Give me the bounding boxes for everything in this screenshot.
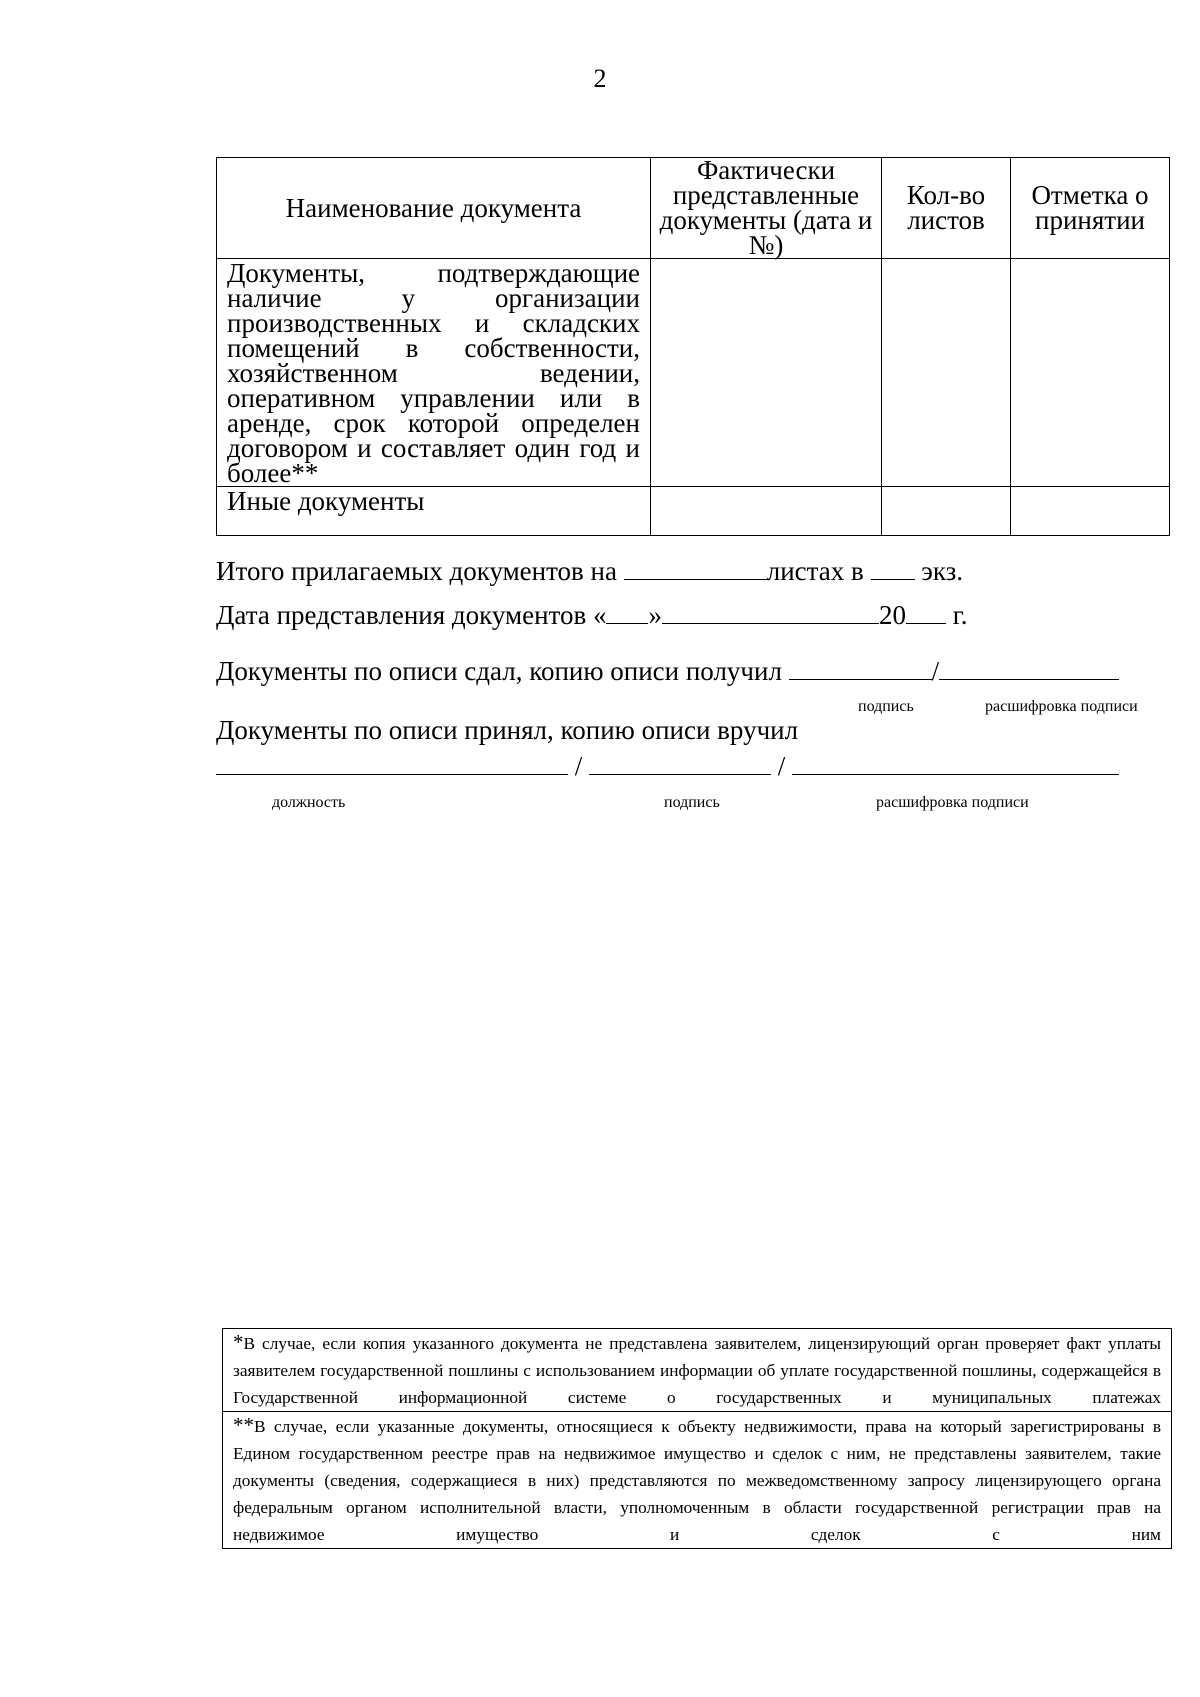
table-row	[217, 487, 1170, 536]
date-day-blank[interactable]	[606, 597, 648, 624]
acceptance-mark-cell[interactable]	[1011, 487, 1170, 536]
signature-decoding-caption: расшифровка подписи	[985, 698, 1138, 715]
handed-over-signature-blank[interactable]	[789, 653, 932, 680]
table-header-row	[217, 158, 1170, 259]
footnote-mark: **	[233, 1413, 254, 1437]
date-month-blank[interactable]	[662, 597, 879, 624]
total-sheets-label: листах в	[766, 556, 864, 586]
copies-blank[interactable]	[871, 553, 915, 580]
footnote-text: В случае, если указанные документы, относящиеся к объекту недвижимости, права на который зарегистрированы в Едином государственном реестре прав на недвижимое имущество и сделок с ним, не представлены заявителем, такие документы (сведения, содержащиеся в них) представляются по межведомственному запросу лицензирующего органа федеральным органом исполнительной власти, уполномоченным в области государственной регистрации прав на недвижимое имущество и сделок с ним	[233, 1417, 1161, 1544]
accepted-line	[216, 715, 798, 746]
submitted-documents-cell[interactable]	[651, 259, 882, 487]
header-acceptance-mark: Отметка о принятии	[1011, 158, 1170, 259]
footnotes-box	[222, 1328, 1172, 1549]
handed-over-label: Документы по описи сдал, копию описи получил	[216, 656, 782, 686]
table-row	[217, 259, 1170, 487]
date-year-prefix: 20	[878, 600, 906, 630]
total-documents-label: Итого прилагаемых документов на	[216, 556, 617, 586]
document-name-cell	[217, 259, 651, 487]
submitted-documents-cell[interactable]	[651, 487, 882, 536]
acceptor-fields-line	[216, 748, 1119, 782]
footnote-2	[223, 1411, 1171, 1548]
position-caption: должность	[272, 794, 346, 811]
date-year-suffix: г.	[952, 600, 968, 630]
acceptor-position-blank[interactable]	[216, 748, 568, 775]
sheet-count-cell[interactable]	[882, 259, 1011, 487]
document-name: Иные документы	[227, 486, 425, 516]
handed-over-line	[216, 653, 1119, 687]
sheet-count-cell[interactable]	[882, 487, 1011, 536]
header-submitted-documents: Фактически представленные документы (дата и №)	[651, 158, 882, 259]
signature-caption: подпись	[858, 698, 914, 715]
header-sheet-count: Кол-во листов	[882, 158, 1011, 259]
page-number: 2	[593, 64, 607, 93]
submission-date-line	[216, 597, 968, 631]
total-documents-line	[216, 553, 963, 587]
slash-separator: /	[777, 751, 786, 781]
footnote-text: В случае, если копия указанного документа не представлена заявителем, лицензирующий орган проверяет факт уплаты заявителем государственной пошлины с использованием информации об уплате государственной пошлины, содержащейся в Государственной информационной системе о государственных и муниципальных платежах	[233, 1334, 1161, 1407]
document-name: Документы, подтверждающие наличие у организации производственных и складских помещений в собственности, хозяйственном ведении, оперативном управлении или в аренде, срок которой определен договором и составляет один год и более**	[227, 258, 640, 488]
document-name-cell	[217, 487, 651, 536]
copies-label: экз.	[921, 556, 964, 586]
header-document-name: Наименование документа	[217, 158, 651, 259]
total-sheets-blank[interactable]	[624, 553, 767, 580]
date-year-blank[interactable]	[906, 597, 946, 624]
date-quote-close: »	[648, 600, 662, 630]
acceptor-signature-blank[interactable]	[589, 748, 771, 775]
acceptor-decoding-blank[interactable]	[792, 748, 1119, 775]
acceptance-mark-cell[interactable]	[1011, 259, 1170, 487]
signature-caption-2: подпись	[664, 794, 720, 811]
footnote-1	[223, 1329, 1171, 1411]
accepted-label: Документы по описи принял, копию описи вручил	[216, 715, 799, 745]
footnote-mark: *	[233, 1330, 244, 1354]
document-inventory-table	[216, 157, 1170, 536]
signature-decoding-caption-2: расшифровка подписи	[876, 794, 1029, 811]
slash-separator: /	[574, 751, 583, 781]
slash-separator: /	[931, 656, 940, 686]
submission-date-label: Дата представления документов «	[216, 600, 607, 630]
handed-over-decoding-blank[interactable]	[939, 653, 1119, 680]
